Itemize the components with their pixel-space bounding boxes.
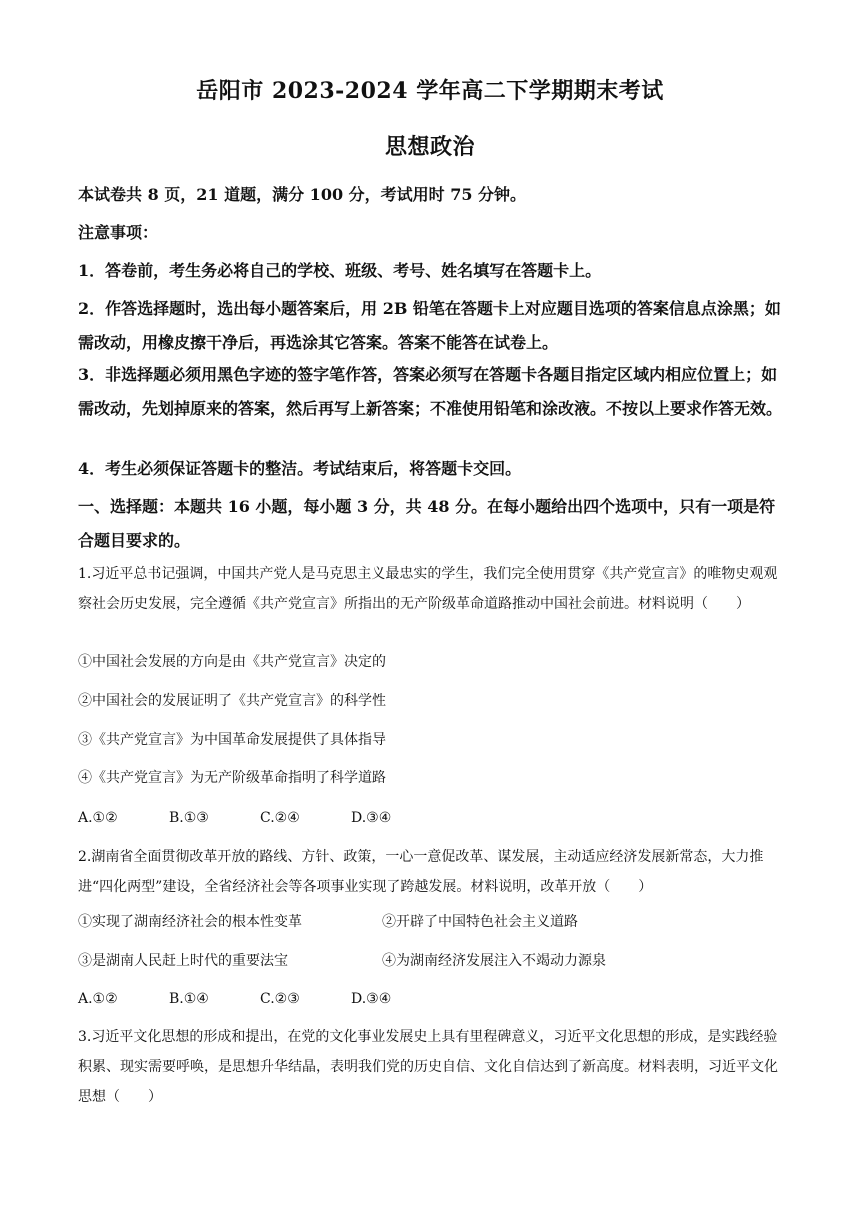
option-b[interactable]: B.①③ <box>169 810 209 826</box>
option-b[interactable]: B.①④ <box>169 991 209 1007</box>
notice-item-4: 4．考生必须保证答题卡的整洁。考试结束后，将答题卡交回。 <box>78 459 522 478</box>
question-2-statement-3: ③是湖南人民赶上时代的重要法宝 <box>78 953 288 969</box>
exam-title: 岳阳市 2023-2024 学年高二下学期期末考试 <box>196 78 664 104</box>
notice-item-2: 2．作答选择题时，选出每小题答案后，用 2B 铅笔在答题卡上对应题目选项的答案信息点涂黑；如需改动，用橡皮擦干净后，再选涂其它答案。答案不能答在试卷上。 <box>78 299 781 352</box>
question-2-statement-1: ①实现了湖南经济社会的根本性变革 <box>78 914 302 930</box>
notice-item-3: 3．非选择题必须用黑色字迹的签字笔作答，答案必须写在答题卡各题目指定区域内相应位置上；如需改动，先划掉原来的答案，然后再写上新答案；不准使用铅笔和涂改液。不按以上要求作答无效。 <box>78 365 783 418</box>
question-2-stem: 2.湖南省全面贯彻改革开放的路线、方针、政策，一心一意促改革、谋发展，主动适应经济发展新常态，大力推进“四化两型”建设，全省经济社会等各项事业实现了跨越发展。材料说明，改革开放（ ） <box>78 849 764 895</box>
question-2-statement-2: ②开辟了中国特色社会主义道路 <box>382 914 578 930</box>
question-1-statement-2: ②中国社会的发展证明了《共产党宣言》的科学性 <box>78 693 386 709</box>
section-heading: 一、选择题：本题共 16 小题，每小题 3 分，共 48 分。在每小题给出四个选项中，只有一项是符合题目要求的。 <box>78 497 776 550</box>
option-c[interactable]: C.②③ <box>260 991 300 1007</box>
question-2-options <box>78 988 442 1010</box>
question-1-options <box>78 807 442 829</box>
option-a[interactable]: A.①② <box>78 991 118 1007</box>
question-1-statement-1: ①中国社会发展的方向是由《共产党宣言》决定的 <box>78 654 386 670</box>
question-1-statement-3: ③《共产党宣言》为中国革命发展提供了具体指导 <box>78 732 386 748</box>
option-c[interactable]: C.②④ <box>260 810 300 826</box>
subject-title: 思想政治 <box>384 134 475 160</box>
question-2-statements-row-2 <box>78 950 606 972</box>
notice-heading: 注意事项： <box>78 223 159 242</box>
question-2-statements-row-1 <box>78 911 578 933</box>
option-a[interactable]: A.①② <box>78 810 118 826</box>
exam-summary: 本试卷共 8 页，21 道题，满分 100 分，考试用时 75 分钟。 <box>78 185 527 204</box>
question-3-stem: 3.习近平文化思想的形成和提出，在党的文化事业发展史上具有里程碑意义，习近平文化思想的形成，是实践经验积累、现实需要呼唤，是思想升华结晶，表明我们党的历史自信、文化自信达到了新高度。材料表明，习近平文化思想（ ） <box>78 1029 778 1105</box>
option-d[interactable]: D.③④ <box>351 810 392 826</box>
notice-item-1: 1．答卷前，考生务必将自己的学校、班级、考号、姓名填写在答题卡上。 <box>78 261 602 280</box>
question-1-stem: 1.习近平总书记强调，中国共产党人是马克思主义最忠实的学生，我们完全使用贯穿《共产党宣言》的唯物史观观察社会历史发展，完全遵循《共产党宣言》所指出的无产阶级革命道路推动中国社会前进。材料说明（ ） <box>78 566 778 612</box>
question-1-statement-4: ④《共产党宣言》为无产阶级革命指明了科学道路 <box>78 770 386 786</box>
option-d[interactable]: D.③④ <box>351 991 392 1007</box>
question-2-statement-4: ④为湖南经济发展注入不竭动力源泉 <box>382 953 606 969</box>
